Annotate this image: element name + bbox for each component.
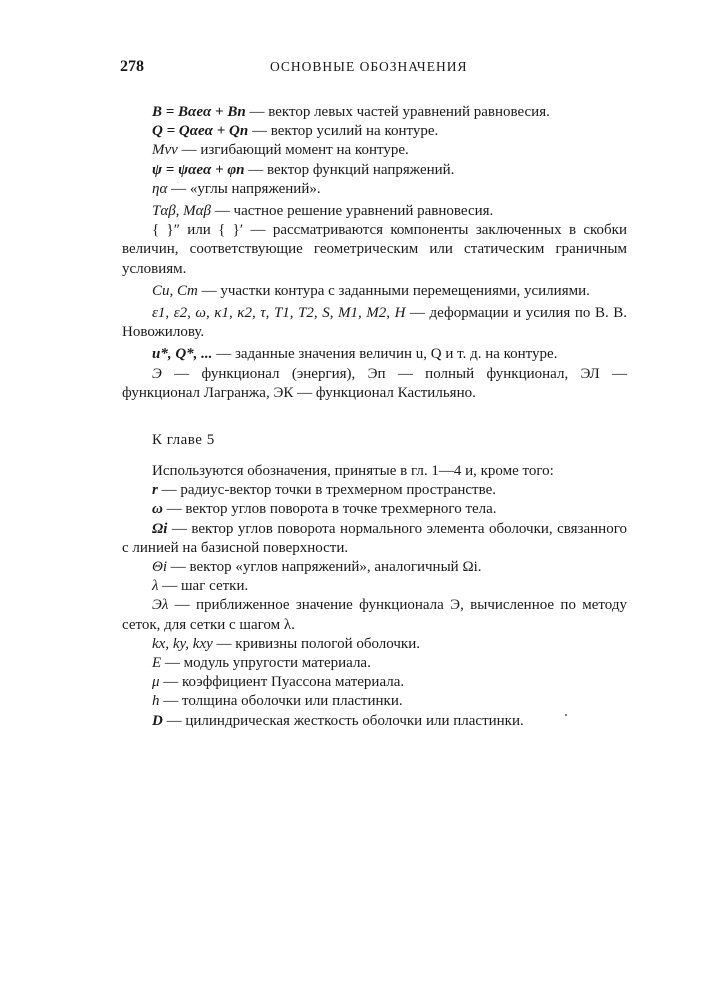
notation-text: — участки контура с заданными перемещениями, усилиями. [197,282,590,299]
notation-entry [122,122,627,141]
notation-text: — вектор «углов напряжений», аналогичный Ωi. [167,559,482,576]
notation-list [122,103,627,403]
notation-text: — вектор функций напряжений. [244,161,455,178]
notation-symbol: Э [152,365,162,382]
notation-entry [122,712,627,731]
notation-symbol: u*, Q*, ... [152,346,213,363]
notation-text: — вектор усилий на контуре. [248,123,439,140]
notation-symbol: Ωi [152,520,168,537]
print-speck [565,714,567,716]
notation-text: — вектор углов поворота в точке трехмерного тела. [162,501,497,518]
notation-entry [122,202,627,221]
notation-symbol: { }″ или { }′ [152,222,244,239]
notation-text: — модуль упругости материала. [161,655,371,672]
notation-entry [122,161,627,180]
notation-entry [122,500,627,519]
notation-list-chapter-5 [122,462,627,731]
notation-entry [122,103,627,122]
notation-entry [122,365,627,403]
notation-symbol: h [152,693,160,710]
page-number: 278 [120,58,144,75]
notation-text: — функционал (энергия), Эп — полный функционал, ЭЛ — функционал Лагранжа, ЭК — функционал Кастильяно. [122,365,627,401]
notation-entry [122,221,627,279]
notation-entry [122,558,627,577]
notation-entry [122,180,627,199]
notation-text: — вектор левых частей уравнений равновесия. [245,104,550,120]
notation-symbol: D [152,712,163,729]
notation-entry [122,141,627,160]
notation-entry [122,345,627,364]
notation-text: — радиус-вектор точки в трехмерном пространстве. [157,482,497,499]
section-heading: К главе 5 [152,432,215,448]
notation-symbol: ε1, ε2, ω, κ1, κ2, τ, T1, T2, S, M1, M2, H [152,305,406,322]
notation-symbol: Mνν [152,142,178,159]
notation-symbol: r [152,482,158,499]
notation-symbol: kx, ky, kxy [152,635,213,652]
notation-entry [122,692,627,711]
notation-text: — шаг сетки. [158,578,249,595]
notation-symbol: ψ = ψαeα + φn [152,161,245,178]
notation-symbol: Q = Qαeα + Qn [152,123,249,140]
notation-text: — «углы напряжений». [167,180,321,197]
notation-symbol: Cu, Cт [152,282,198,299]
section-intro: Используются обозначения, принятые в гл. 1—4 и, кроме того: [152,463,554,479]
notation-text: — рассматриваются компоненты заключенных в скобки величин, соответствующие геометрическим или статическим граничным условиям. [122,222,628,277]
notation-text: — кривизны пологой оболочки. [212,635,420,652]
notation-text: — толщина оболочки или пластинки. [159,693,403,710]
notation-symbol: λ [152,578,159,595]
notation-symbol: ηα [152,180,168,197]
notation-entry [122,654,627,673]
notation-entry [122,520,627,558]
notation-text: — частное решение уравнений равновесия. [211,203,494,220]
notation-symbol: E [152,655,162,672]
running-head: ОСНОВНЫЕ ОБОЗНАЧЕНИЯ [270,59,468,74]
notation-entry [122,481,627,500]
notation-symbol: B = Bαeα + Bn [152,104,246,120]
notation-text: — коэффициент Пуассона материала. [159,674,405,691]
notation-text: — деформации и усилия по В. В. Новожилову. [122,305,628,341]
notation-entry [122,304,627,342]
notation-symbol: ω [152,501,163,518]
notation-entry [122,282,627,301]
notation-text: — изгибающий момент на контуре. [177,142,409,159]
notation-symbol: Эλ [152,597,169,614]
notation-symbol: μ [152,674,160,691]
notation-entry [122,635,627,654]
notation-symbol: Θi [152,559,167,576]
notation-text: — заданные значения величин u, Q и т. д. на контуре. [212,346,558,363]
notation-text: — цилиндрическая жесткость оболочки или пластинки. [162,712,524,729]
notation-text: — вектор углов поворота нормального элемента оболочки, связанного с линией на базисной поверхности. [122,520,627,556]
notation-entry [122,577,627,596]
notation-symbol: Tαβ, Mαβ [152,203,212,220]
notation-entry [122,673,627,692]
notation-entry [122,596,627,634]
notation-text: — приближенное значение функционала Э, вычисленное по методу сеток, для сетки с шагом λ. [122,597,627,633]
